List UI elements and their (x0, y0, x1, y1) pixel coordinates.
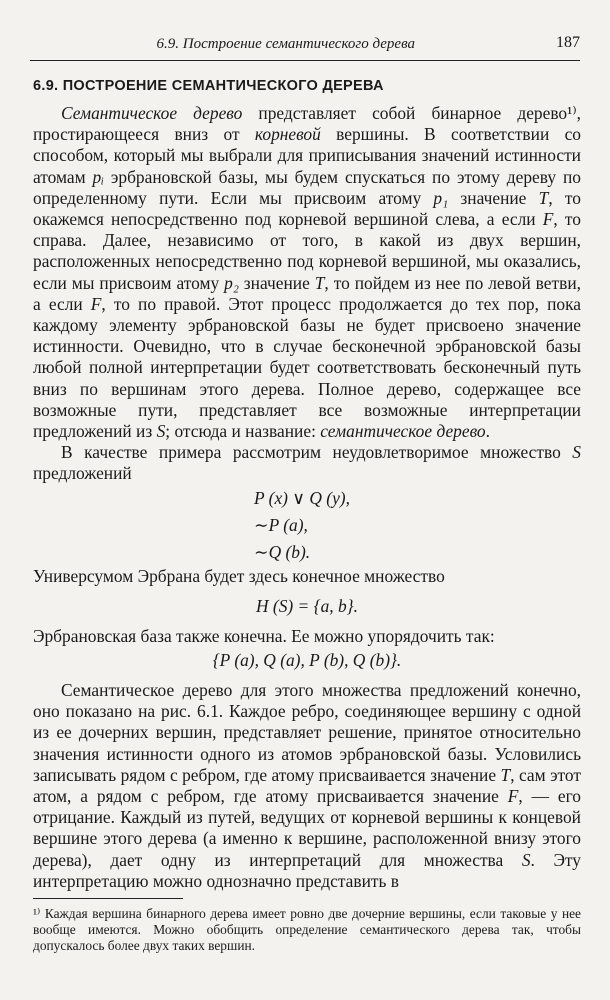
italic-term: T (314, 272, 325, 293)
text-run: , сам этот атом, а рядом с ребром, где атому присваивается значение (33, 764, 581, 807)
paragraph-3 (33, 566, 581, 587)
section-title: 6.9. ПОСТРОЕНИЕ СЕМАНТИЧЕСКОГО ДЕРЕВА (33, 78, 384, 94)
text-run: Семантическое дерево для этого множества предложений конечно, оно показано на рис. 6.1. Каждое ребро, соединяющее вершину с одной из ее дочерних вершин, представляет решение, принятое относительно значения истинности одного из атомов эрбрановской базы. Условились записывать рядом с ребром, где атому присваивается значение (33, 680, 581, 785)
running-header (30, 34, 580, 61)
text-run: В качестве примера рассмотрим неудовлетворимое множество (61, 442, 573, 463)
text-run: предложений (33, 463, 132, 484)
page-number: 187 (556, 34, 580, 51)
formula-herbrand-base: {P (a), Q (a), P (b), Q (b)}. (212, 650, 402, 671)
italic-term: F (507, 786, 519, 807)
text-run: Универсумом Эрбрана будет здесь конечное множество (33, 565, 445, 586)
text-run: представляет собой бинарное дерево (242, 103, 568, 123)
italic-term: F (90, 293, 102, 314)
italic-term: S (572, 442, 581, 463)
italic-term: T (500, 764, 511, 785)
paragraph-2 (33, 442, 581, 484)
italic-term: p₁ (433, 187, 449, 208)
paragraph-4 (33, 626, 581, 647)
paragraph-1 (33, 103, 581, 442)
text-run: , то справа. Далее, независимо от того, в какой из двух вершин, расположенных непосредственно под корневой вершиной, мы оказались, если мы присвоим атому (33, 209, 581, 293)
italic-term: корневой (254, 124, 321, 145)
running-title: 6.9. Построение семантического дерева (156, 36, 415, 52)
text-run: значение (448, 187, 539, 208)
footnote: ¹⁾ Каждая вершина бинарного дерева имеет ровно две дочерние вершины, если таковые у нее вообще имеются. Можно обобщить определение семантического дерева так, чтобы допускалось более двух таких вершин. (33, 906, 581, 954)
formula-clause-3: ∼Q (b). (254, 541, 311, 562)
text-run: . (485, 421, 490, 442)
formula-clause-1: P (x) ∨ Q (y), (254, 487, 350, 508)
italic-term: p₂ (224, 272, 239, 293)
italic-term: Семантическое дерево (61, 103, 243, 123)
text-run: значение (238, 272, 315, 293)
text-run: , то пойдем из нее по левой ветви, а если (33, 272, 581, 314)
footnote-rule (33, 898, 183, 899)
italic-term: pᵢ (92, 166, 104, 187)
italic-term: T (538, 187, 549, 208)
text-run: , то окажемся непосредственно под корневой вершиной слева, а если (33, 187, 581, 230)
text-run: эрбрановской базы, мы будем спускаться по этому дереву по определенному пути. Если мы присвоим атому (33, 166, 581, 208)
text-run: вершины. В соответствии со способом, который мы выбрали для приписывания значений истинности атомам (33, 124, 581, 187)
paragraph-5 (33, 680, 581, 892)
text-run: , — его отрицание. Каждый из путей, ведущих от корневой вершины к концевой вершине этого дерева (а именно к вершине, расположенной внизу этого дерева), дает одну из интерпретаций для множества (33, 786, 581, 870)
page-body (33, 78, 581, 892)
italic-term: семантическое дерево (320, 421, 486, 442)
text-run: . Эту интерпретацию можно однозначно представить в (33, 849, 582, 891)
italic-term: S (156, 421, 166, 442)
text-run: , то по правой. Этот процесс продолжается до тех пор, пока каждому элементу эрбрановской базы не будет присвоено значение истинности. Очевидно, что в случае бесконечной эрбрановской базы любой полной интерпретации будет соответствовать бесконечный путь вниз по вершинам этого дерева. Полное дерево, содержащее все возможные пути, представляет все возможные интерпретации предложений из (33, 293, 581, 442)
formula-clause-2: ∼P (a), (254, 514, 308, 535)
italic-term: F (542, 209, 554, 230)
footnote-marker: ¹⁾ (567, 103, 577, 123)
text-run: , простирающееся вниз от (33, 103, 581, 145)
text-run: Эрбрановская база также конечна. Ее можно упорядочить так: (33, 625, 495, 646)
italic-term: S (521, 849, 531, 870)
formula-herbrand-universe: H (S) = {a, b}. (256, 595, 358, 616)
text-run: ; отсюда и название: (165, 421, 321, 442)
